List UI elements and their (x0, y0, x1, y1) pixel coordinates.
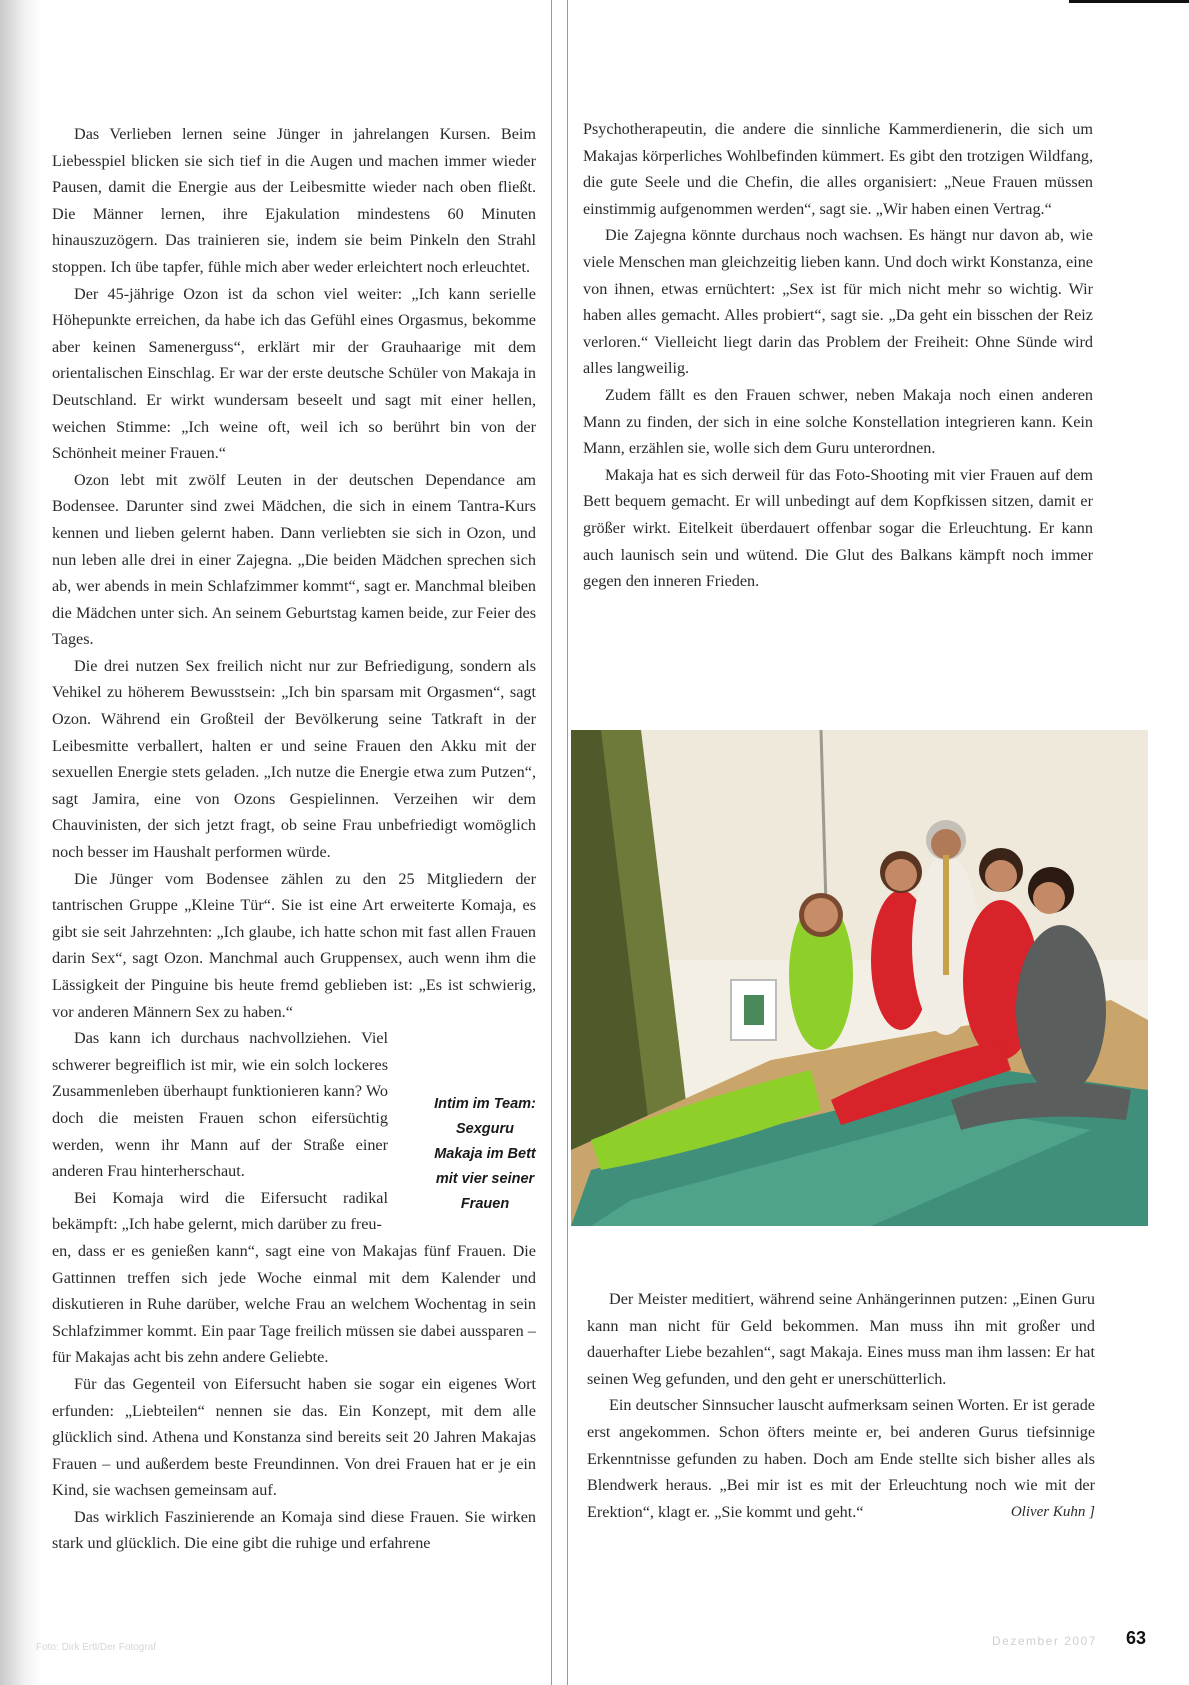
author-byline: Oliver Kuhn ] (1010, 1503, 1095, 1520)
paragraph-text: Ein deutscher Sinnsucher lauscht aufmerksam seinen Worten. Er ist gerade erst angekommen. Schon öfters meinte er, bei anderen Gurus tiefsinnige Erkenntnisse gefunden zu haben. Doch am Ende stellte sich bisher alles als Blendwerk heraus. „Bei mir ist es mit der Erleuchtung noch wie mit der Erektion“, klagt er. „Sie kommt und geht.“ (587, 1396, 1095, 1521)
paragraph: Die Zajegna könnte durchaus noch wachsen. Es hängt nur davon ab, wie viele Menschen man gleichzeitig lieben kann. Und doch wirkt Konstanza, eine von ihnen, etwas ernüchtert: „Sex ist für mich nicht mehr so wichtig. Wir haben alles gemacht. Alles probiert“, sagt sie. „Da geht ein bisschen der Reiz verloren.“ Vielleicht liegt darin das Problem der Freiheit: Ohne Sünde wird alles langweilig. (583, 226, 1093, 378)
paragraph: Der Meister meditiert, während seine Anhängerinnen putzen: „Einen Guru kann man nicht für Geld bekommen. Man muss ihn mit großer und dauerhafter Liebe bezahlen“, sagt Makaja. Eines muss man ihm lassen: Er hat seinen Weg gefunden, und den geht er unerschütterlich. (587, 1290, 1095, 1388)
column-rule-left (551, 0, 552, 1685)
paragraph: Das kann ich durchaus nachvollziehen. Viel schwerer begreiflich ist mir, wie ein solch lockeres Zusammenleben überhaupt funktionieren kann? Wo doch die meisten Frauen schon eifersüchtig werden, wenn ihr Mann auf der Straße einer anderen Frau hinterherschaut. (52, 1029, 388, 1181)
paragraph: Makaja hat es sich derweil für das Foto-Shooting mit vier Frauen auf dem Bett bequem gemacht. Er will unbedingt auf dem Kopfkissen sitzen, damit er größer wirkt. Eitelkeit überdauert offenbar sogar die Erleuchtung. Er kann auch launisch sein und wütend. Die Glut des Balkans kämpft noch immer gegen den inneren Frieden. (583, 465, 1093, 591)
top-corner-rule (1069, 0, 1189, 3)
paragraph: Das Verlieben lernen seine Jünger in jahrelangen Kursen. Beim Liebesspiel blicken sie sich tief in die Augen und machen immer wieder Pausen, damit die Energie aus der Leibesmitte wieder nach oben fließt. Die Männer lernen, ihre Ejakulation mindestens 60 Minuten hinauszuzögern. Das trainieren sie, indem sie beim Pinkeln den Strahl stoppen. Ich übe tapfer, fühle mich aber weder erleichtert noch erleuchtet. (52, 125, 536, 276)
photo-credit: Foto: Dirk Ertl/Der Fotograf (36, 1642, 157, 1653)
paragraph: Das wirklich Faszinierende an Komaja sind diese Frauen. Sie wirken stark und glücklich. Die eine gibt die ruhige und erfahrene (52, 1507, 536, 1553)
paragraph: Für das Gegenteil von Eifersucht haben sie sogar ein eigenes Wort erfunden: „Liebteilen“ nennen sie das. Ein Konzept, mit dem alle glücklich sind. Athena und Konstanza sind bereits seit 20 Jahren Makajas Frauen – und außerdem beste Freundinnen. Von drei Frauen hat er je ein Kind, sie wachsen gemeinsam auf. (52, 1374, 536, 1500)
caption-wrap-block (52, 1025, 388, 1238)
paragraph: Psychotherapeutin, die andere die sinnliche Kammerdienerin, die sich um Makajas körperliches Wohlbefinden kümmert. Es gibt den trotzigen Wildfang, die gute Seele und die Chefin, die alles organisiert: „Neue Frauen müssen einstimmig aufgenommen werden“, sagt sie. „Wir haben einen Vertrag.“ (583, 120, 1093, 218)
issue-date: Dezember 2007 (992, 1634, 1097, 1648)
photo-illustration (571, 730, 1148, 1226)
article-right-column-top (583, 116, 1093, 595)
paragraph: Die drei nutzen Sex freilich nicht nur zur Befriedigung, sondern als Vehikel zu höherem Bewusstsein: „Ich bin sparsam mit Orgasmen“, sagt Ozon. Während ein Großteil der Bevölkerung seine Tatkraft in der Leibesmitte verballert, halten er und seine Frauen den Akku mit der sexuellen Energie stets geladen. „Ich nutze die Energie etwa zum Putzen“, sagt Jamira, eine von Ozons Gespielinnen. Verzeihen wir dem Chauvinisten, der sich jetzt fragt, ob seine Frau unbefriedigt womöglich noch besser im Haushalt performen würde. (52, 656, 536, 862)
paragraph: Ozon lebt mit zwölf Leuten in der deutschen Dependance am Bodensee. Darunter sind zwei Mädchen, die sich in einem Tantra-Kurs kennen und lieben gelernt haben. Dann verliebten sie sich in Ozon, und nun leben alle drei in einer Zajegna. „Die beiden Mädchen sprechen sich ab, wer abends in mein Schlafzimmer kommt“, sagt er. Manchmal bleiben die Mädchen unter sich. An seinem Geburtstag kamen beide, zur Feier des Tages. (52, 470, 536, 649)
page-edge-shadow (0, 0, 42, 1685)
page-number: 63 (1126, 1628, 1147, 1648)
paragraph: en, dass er es genießen kann“, sagt eine von Makajas fünf Frauen. Die Gattinnen treffen sich jede Woche einmal mit dem Kalender und diskutieren in Ruhe darüber, welche Frau an welchem Wochentag in sein Schlafzimmer kommt. Ein paar Tage freilich müssen sie dabei aussparen – für Makajas acht bis zehn andere Geliebte. (52, 1241, 536, 1367)
paragraph (587, 1392, 1095, 1525)
paragraph: Zudem fällt es den Frauen schwer, neben Makaja noch einen anderen Mann zu finden, der sich in eine solche Konstellation integrieren kann. Kein Mann, erzählen sie, wolle sich dem Guru unterordnen. (583, 385, 1093, 458)
photo-caption: Intim im Team: Sexguru Makaja im Bett mit vier seiner Frauen (434, 1096, 536, 1212)
article-right-column-bottom (587, 1286, 1095, 1525)
paragraph: Der 45-jährige Ozon ist da schon viel weiter: „Ich kann serielle Höhepunkte erreichen, da habe ich das Gefühl eines Orgasmus, bekomme aber keinen Samenerguss“, erklärt mir der Grauhaarige mit dem orientalischen Einschlag. Er war der erste deutsche Schüler von Makaja in Deutschland. Er wirkt wundersam beseelt und sagt mit einer hellen, weichen Stimme: „Ich weine oft, weil ich so berührt bin von der Schönheit meiner Frauen.“ (52, 284, 536, 463)
article-left-column (52, 121, 536, 1557)
paragraph: Bei Komaja wird die Eifersucht radikal bekämpft: „Ich habe gelernt, mich darüber zu freu- (52, 1188, 388, 1234)
paragraph: Die Jünger vom Bodensee zählen zu den 25 Mitgliedern der tantrischen Gruppe „Kleine Tür“. Sie ist eine Art erweiterte Komaja, es gibt sie seit Jahrzehnten: „Ich glaube, ich hatte schon mit fast allen Frauen darin Sex“, sagt Ozon. Manchmal auch Gruppensex, auch wenn ihm die Lässigkeit der Pinguine bis heute fremd geblieben ist: „Es ist schwierig, vor anderen Männern Sex zu haben.“ (52, 869, 536, 1021)
column-rule-right (567, 0, 568, 1685)
article-photo (571, 730, 1148, 1226)
